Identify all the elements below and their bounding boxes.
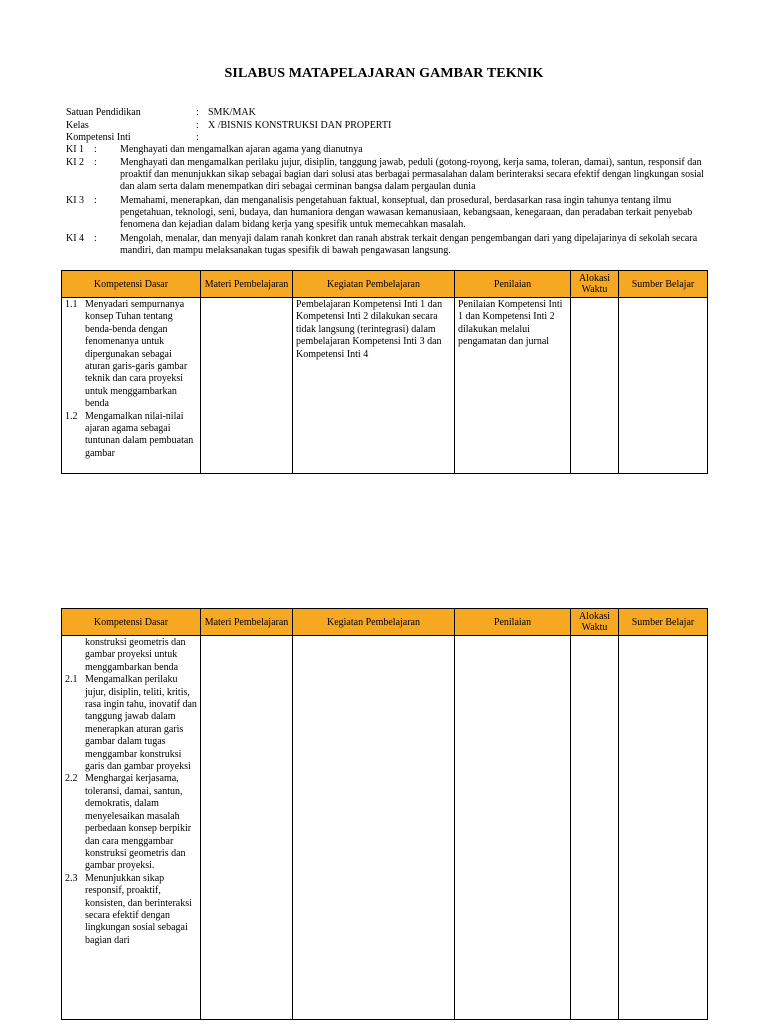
document-title: SILABUS MATAPELAJARAN GAMBAR TEKNIK [224, 66, 544, 81]
table-row [62, 298, 708, 474]
meta-row-kompetensi-inti [66, 132, 208, 144]
kd-item [65, 674, 197, 773]
kd-text: Mengamalkan nilai-nilai ajaran agama sebagai tuntunan dalam pembuatan gambar [85, 410, 194, 459]
kd-cell [62, 298, 201, 474]
alokasi-cell [571, 636, 619, 1020]
header-penilaian: Penilaian [455, 609, 571, 636]
kd-item [65, 873, 197, 947]
kd-text: Mengamalkan perilaku jujur, disiplin, teliti, kritis, rasa ingin tahu, inovatif dan tanggung jawab dalam menerapkan aturan garis gambar dalam tugas menggambar konstruksi garis dan gambar proyeksi [85, 674, 197, 773]
meta-colon: : [196, 120, 199, 131]
meta-value: X /BISNIS KONSTRUKSI DAN PROPERTI [208, 120, 392, 131]
kd-number: 1.2 [65, 410, 78, 422]
kd-item [65, 299, 197, 411]
ki-colon: : [94, 144, 97, 155]
meta-key: Kelas [66, 120, 89, 131]
header-kompetensi-dasar: Kompetensi Dasar [62, 271, 201, 298]
kd-number [65, 637, 85, 674]
header-alokasi: Alokasi Waktu [571, 271, 619, 298]
header-kegiatan: Kegiatan Pembelajaran [293, 271, 455, 298]
sumber-cell [619, 298, 708, 474]
header-sumber: Sumber Belajar [619, 271, 708, 298]
ki-text: Menghayati dan mengamalkan ajaran agama yang dianutnya [120, 144, 363, 155]
syllabus-table-2 [61, 608, 708, 1020]
kd-text: konstruksi geometris dan gambar proyeksi untuk menggambarkan benda [85, 637, 186, 673]
kd-number: 1.1 [65, 299, 78, 310]
syllabus-table-1 [61, 270, 708, 474]
kd-text: Menunjukkan sikap responsif, proaktif, konsisten, dan berinteraksi secara efektif dengan lingkungan sosial sebagai bagian dari [85, 872, 192, 946]
header-sumber: Sumber Belajar [619, 609, 708, 636]
kd-number: 2.1 [65, 674, 78, 686]
ki-code: KI 4 [66, 233, 85, 244]
kegiatan-cell: Pembelajaran Kompetensi Inti 1 dan Kompetensi Inti 2 dilakukan secara tidak langsung (terintegrasi) dalam pembelajaran Kompetensi Inti 3 dan Kompetensi Inti 4 [293, 298, 455, 474]
table-header-row [62, 609, 708, 636]
meta-colon: : [196, 107, 199, 118]
header-penilaian: Penilaian [455, 271, 571, 298]
ki-colon: : [94, 233, 97, 244]
table-header-row [62, 271, 708, 298]
meta-row-kelas [66, 120, 391, 132]
ki-colon: : [94, 157, 97, 168]
header-kegiatan: Kegiatan Pembelajaran [293, 609, 455, 636]
meta-key: Satuan Pendidikan [66, 107, 141, 118]
alokasi-cell [571, 298, 619, 474]
ki-text: Mengolah, menalar, dan menyaji dalam ranah konkret dan ranah abstrak terkait dengan pengembangan dari yang dipelajarinya di sekolah secara mandiri, dan mampu melaksanakan tugas spesifik di bawah pengawasan langsung. [120, 233, 698, 256]
ki-colon: : [94, 195, 97, 206]
ki-1 [66, 144, 706, 156]
ki-4 [66, 233, 706, 257]
meta-value: SMK/MAK [208, 107, 256, 118]
ki-code: KI 1 [66, 144, 85, 155]
ki-2 [66, 157, 706, 193]
kd-text: Menghargai kerjasama, toleransi, damai, santun, demokratis, dalam menyelesaikan masalah perbedaan konsep berpikir dan cara menggambar konstruksi geometris dan gambar proyeksi. [85, 773, 192, 872]
ki-code: KI 3 [66, 195, 85, 206]
kd-text: Menyadari sempurnanya konsep Tuhan tentang benda-benda dengan fenomenanya untuk dipergunakan sebagai aturan garis-garis gambar teknik dan cara proyeksi untuk menggambarkan benda [85, 299, 188, 410]
header-materi: Materi Pembelajaran [201, 609, 293, 636]
kd-item [65, 773, 197, 872]
kd-item [65, 637, 197, 674]
materi-cell [201, 298, 293, 474]
ki-code: KI 2 [66, 157, 85, 168]
materi-cell [201, 636, 293, 1020]
kd-number: 2.2 [65, 773, 78, 785]
kd-item [65, 411, 197, 461]
ki-3 [66, 195, 706, 231]
meta-key: Kompetensi Inti [66, 132, 131, 143]
header-materi: Materi Pembelajaran [201, 271, 293, 298]
ki-text: Memahami, menerapkan, dan menganalisis pengetahuan faktual, konseptual, dan prosedural, berdasarkan rasa ingin tahunya tentang ilmu pengetahuan, teknologi, seni, budaya, dan humaniora dengan wawasan kemanusiaan, kebangsaan, kenegaraan, dan peradaban terkait penyebab fenomena dan kejadian dalam bidang kerja yang spesifik untuk memecahkan masalah. [120, 195, 693, 230]
kegiatan-cell [293, 636, 455, 1020]
header-kompetensi-dasar: Kompetensi Dasar [62, 609, 201, 636]
meta-row-satuan [66, 107, 256, 119]
penilaian-cell: Penilaian Kompetensi Inti 1 dan Kompetensi Inti 2 dilakukan melalui pengamatan dan jurnal [455, 298, 571, 474]
ki-text: Menghayati dan mengamalkan perilaku jujur, disiplin, tanggung jawab, peduli (gotong-royong, kerja sama, toleran, damai), santun, responsif dan proaktif dan menunjukkan sikap sebagai bagian dari solusi atas berbagai permasalahan dalam berinteraksi secara efektif dengan lingkungan sosial dan alam serta dalam menempatkan diri sebagai cerminan bangsa dalam pergaulan dunia [120, 157, 704, 192]
meta-colon: : [196, 132, 199, 143]
penilaian-cell [455, 636, 571, 1020]
sumber-cell [619, 636, 708, 1020]
table-row [62, 636, 708, 1020]
kd-cell [62, 636, 201, 1020]
kd-number: 2.3 [65, 872, 78, 884]
header-alokasi: Alokasi Waktu [571, 609, 619, 636]
